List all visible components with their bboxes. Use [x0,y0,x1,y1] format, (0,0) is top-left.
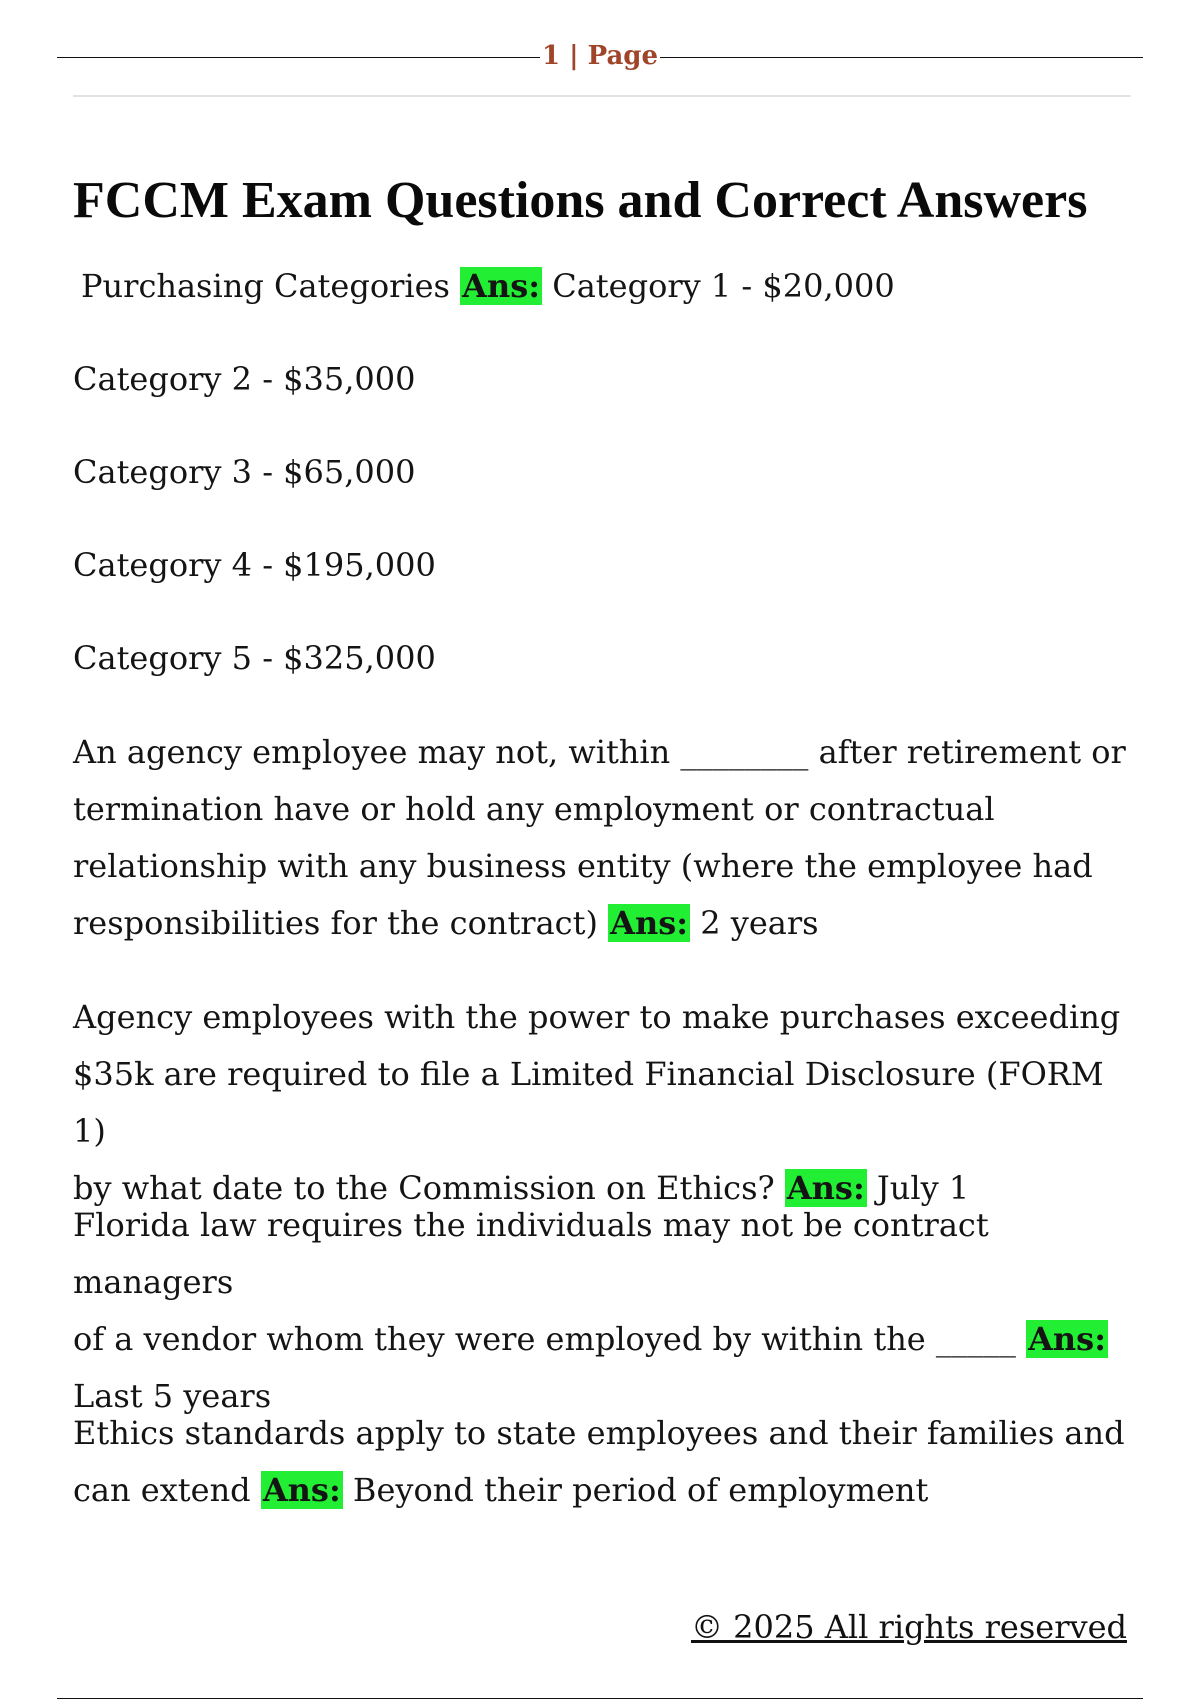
q4-question-line: of a vendor whom they were employed by within the _____ [73,1320,1016,1358]
q1-question: Purchasing Categories [81,267,450,305]
q1-answer-line1: Category 1 - $20,000 [552,267,895,305]
footer-rule [57,1698,1143,1699]
ans-label: Ans: [262,1471,341,1509]
document-title: FCCM Exam Questions and Correct Answers [73,172,1088,229]
ans-label: Ans: [462,267,541,305]
q3-question-line: $35k are required to file a Limited Financial Disclosure (FORM 1) [73,1055,1104,1150]
q3-question-line: by what date to the Commission on Ethics? [73,1169,775,1207]
q3-answer: July 1 [876,1169,970,1207]
ans-label: Ans: [786,1169,865,1207]
q1-answer-line: Category 2 - $35,000 [73,360,416,398]
header-divider [73,95,1131,97]
q5-question-line: can extend [73,1471,251,1509]
q2-question-line: termination have or hold any employment or contractual [73,790,995,828]
q1-answer-line: Category 4 - $195,000 [73,546,436,584]
page-number [0,38,1200,74]
q5-paragraph [73,1405,1133,1519]
q2-paragraph [73,724,1133,952]
q4-question-line: Florida law requires the individuals may not be contract managers [73,1206,989,1301]
q5-answer: Beyond their period of employment [352,1471,929,1509]
page-number-text: 1 | Page [541,41,659,71]
copyright-notice: © 2025 All rights reserved [691,1608,1127,1646]
q5-question-line: Ethics standards apply to state employees and their families and [73,1414,1125,1452]
q2-question-line: relationship with any business entity (where the employee had [73,847,1093,885]
ans-label: Ans: [1028,1320,1106,1358]
q4-answer: Last 5 years [73,1377,272,1415]
ans-label: Ans: [610,904,689,942]
q3-question-line: Agency employees with the power to make purchases exceeding [73,998,1121,1036]
q3-paragraph [73,989,1133,1217]
q1-answer-line: Category 5 - $325,000 [73,639,436,677]
q2-question-line: responsibilities for the contract) [73,904,598,942]
q2-question-line: An agency employee may not, within ________ after retirement or [73,733,1126,771]
q4-paragraph [73,1197,1133,1425]
q1-line [81,258,1141,315]
q1-answer-line: Category 3 - $65,000 [73,453,416,491]
q2-answer: 2 years [700,904,819,942]
